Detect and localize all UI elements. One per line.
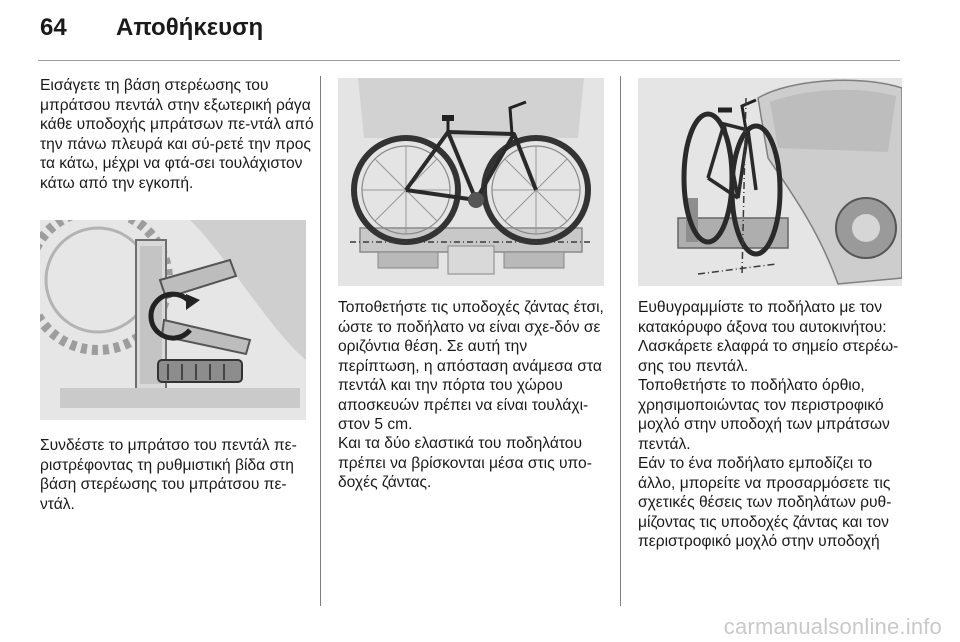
column3-paragraph2: Τοποθετήστε το ποδήλατο όρθιο, χρησιμοποιώντας τον περιστροφικό μοχλό στην υποδοχή των μπράτσων πεντάλ. [638, 377, 890, 453]
section-title: Αποθήκευση [116, 14, 264, 41]
bike-upright-alignment-illustration [638, 78, 902, 286]
bike-horizontal-carrier-illustration [338, 78, 604, 286]
column1-paragraph1: Εισάγετε τη βάση στερέωσης του μπράτσου πεντάλ στην εξωτερική ράγα κάθε υποδοχής μπράτσων πε-ντάλ από την πάνω πλευρά και σύ-ρετέ την προς τα κάτω, μέχρι να φτά-σει τουλάχιστον κάτω από την εγκοπή. [40, 77, 314, 192]
column-divider-right [620, 76, 621, 606]
column3-paragraph3: Εάν το ένα ποδήλατο εμποδίζει το άλλο, μπορείτε να προσαρμόσετε τις σχετικές θέσεις των ποδηλάτων ρυθ-μίζοντας τις υποδοχές ζάντας και τον περιστροφικό μοχλό στην υποδοχή [638, 455, 892, 550]
pedal-arm-mount-illustration [40, 220, 306, 420]
column2-paragraph2: Και τα δύο ελαστικά του ποδηλάτου πρέπει να βρίσκονται μέσα στις υπο-δοχές ζάντας. [338, 435, 592, 491]
column3-paragraph1: Ευθυγραμμίστε το ποδήλατο με τον κατακόρυφο άξονα του αυτοκινήτου: Λασκάρετε ελαφρά το σημείο στερέω-σης του πεντάλ. [638, 299, 899, 375]
column-divider-left [320, 76, 321, 606]
page-header [0, 0, 960, 60]
page-number: 64 [40, 14, 67, 41]
column2-paragraph1: Τοποθετήστε τις υποδοχές ζάντας έτσι, ώστε το ποδήλατο να είναι σχε-δόν σε οριζόντια θέση. Σε αυτή την περίπτωση, η απόσταση ανάμεσα στα πεντάλ και την πόρτα του χώρου αποσκευών πρέπει να είναι τουλάχι-στον 5 cm. [338, 299, 604, 433]
column1-paragraph2: Συνδέστε το μπράτσο του πεντάλ πε-ριστρέφοντας τη ρυθμιστική βίδα στη βάση στερέωσης του μπράτσου πε-ντάλ. [40, 437, 297, 513]
header-divider [38, 60, 900, 61]
watermark-text: carmanualsonline.info [723, 614, 942, 639]
